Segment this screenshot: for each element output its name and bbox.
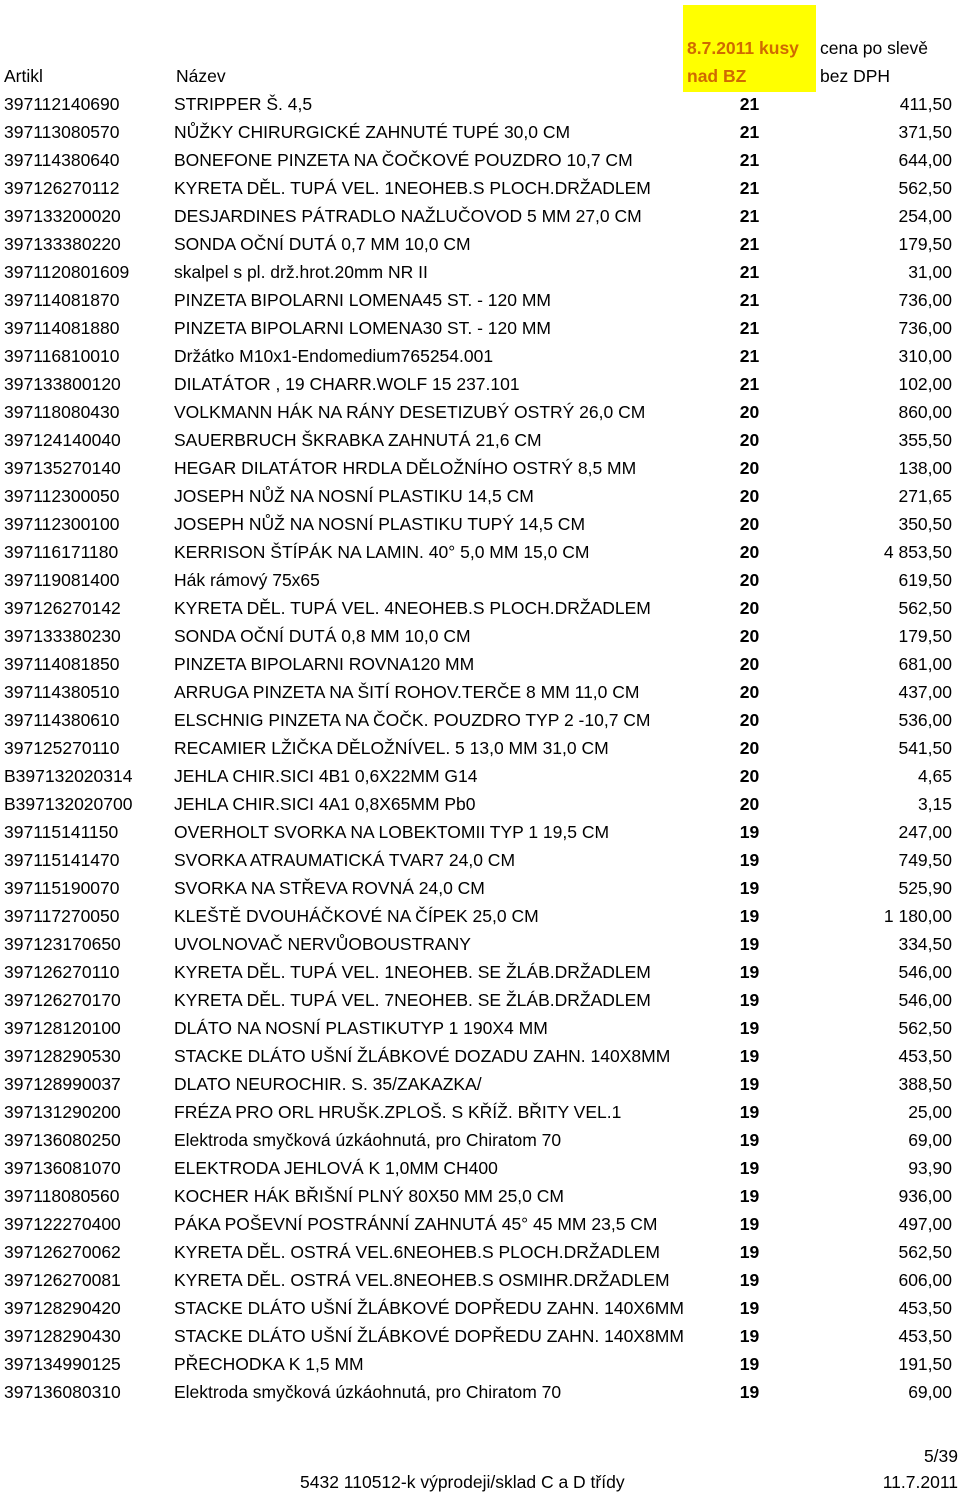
cell-nazev: PINZETA BIPOLARNI LOMENA45 ST. - 120 MM [174,290,552,310]
cell-nazev: DLATO NEUROCHIR. S. 35/ZAKAZKA/ [174,1074,482,1094]
cell-artikl: 397112300050 [4,486,120,506]
cell-kusy: 19 [739,906,760,926]
cell-cena: 247,00 [898,822,952,842]
table-row [0,622,960,650]
cell-artikl: 397126270062 [4,1242,121,1262]
cell-kusy: 21 [739,262,760,282]
cell-artikl: 397115141150 [4,822,119,842]
cell-artikl: 397126270112 [4,178,120,198]
cell-artikl: 397114380610 [4,710,120,730]
cell-kusy: 19 [739,1298,760,1318]
cell-artikl: 397128290530 [4,1046,121,1066]
cell-nazev: KERRISON ŠTÍPÁK NA LAMIN. 40° 5,0 MM 15,0 CM [174,542,590,562]
cell-nazev: KOCHER HÁK BŘIŠNÍ PLNÝ 80X50 MM 25,0 CM [174,1186,564,1206]
cell-nazev: KYRETA DĚL. TUPÁ VEL. 1NEOHEB.S PLOCH.DRŽADLEM [174,178,651,198]
cell-nazev: Hák rámový 75x65 [174,570,320,590]
cell-kusy: 19 [739,1214,760,1234]
cell-nazev: skalpel s pl. drž.hrot.20mm NR II [174,262,428,282]
cell-kusy: 20 [739,766,760,786]
cell-nazev: Elektroda smyčková úzkáohnutá, pro Chiratom 70 [174,1382,562,1402]
cell-cena: 93,90 [908,1158,952,1178]
header-artikl: Artikl [4,66,43,86]
cell-artikl: 397112140690 [4,94,120,114]
cell-nazev: PÁKA POŠEVNÍ POSTRÁNNÍ ZAHNUTÁ 45° 45 MM 23,5 CM [174,1214,658,1234]
cell-cena: 69,00 [908,1130,952,1150]
table-row [0,1014,960,1042]
cell-artikl: 397126270110 [4,962,120,982]
cell-nazev: PINZETA BIPOLARNI LOMENA30 ST. - 120 MM [174,318,552,338]
cell-kusy: 21 [739,290,760,310]
cell-cena: 179,50 [898,234,952,254]
cell-kusy: 19 [739,990,760,1010]
cell-kusy: 20 [739,570,760,590]
table-row [0,762,960,790]
table-row [0,1322,960,1350]
cell-nazev: Držátko M10x1-Endomedium765254.001 [174,346,494,366]
cell-artikl: B397132020314 [4,766,133,786]
cell-artikl: 397133200020 [4,206,121,226]
cell-artikl: 397133380230 [4,626,121,646]
table-row [0,426,960,454]
table-row [0,1266,960,1294]
cell-kusy: 20 [739,430,760,450]
cell-kusy: 20 [739,794,760,814]
cell-nazev: STRIPPER Š. 4,5 [174,94,313,114]
cell-artikl: 397116171180 [4,542,119,562]
header-cena-line1: cena po slevě [820,38,928,58]
product-table [0,90,960,1406]
cell-nazev: Elektroda smyčková úzkáohnutá, pro Chiratom 70 [174,1130,562,1150]
table-row [0,1238,960,1266]
cell-artikl: 397128120100 [4,1018,121,1038]
cell-kusy: 19 [739,1130,760,1150]
cell-kusy: 21 [739,206,760,226]
cell-artikl: 397113080570 [4,122,120,142]
cell-kusy: 21 [739,94,760,114]
cell-nazev: OVERHOLT SVORKA NA LOBEKTOMII TYP 1 19,5 CM [174,822,610,842]
cell-artikl: 397116810010 [4,346,120,366]
cell-nazev: PŘECHODKA K 1,5 MM [174,1354,364,1374]
cell-artikl: 397135270140 [4,458,121,478]
cell-nazev: ELSCHNIG PINZETA NA ČOČK. POUZDRO TYP 2 -10,7 CM [174,710,651,730]
table-row [0,202,960,230]
cell-nazev: DLÁTO NA NOSNÍ PLASTIKUTYP 1 190X4 MM [174,1018,548,1038]
cell-kusy: 21 [739,374,760,394]
cell-kusy: 21 [739,234,760,254]
table-row [0,1378,960,1406]
cell-artikl: 397136081070 [4,1158,121,1178]
cell-kusy: 20 [739,514,760,534]
cell-artikl: 397133380220 [4,234,121,254]
cell-cena: 254,00 [898,206,952,226]
cell-cena: 69,00 [908,1382,952,1402]
cell-nazev: FRÉZA PRO ORL HRUŠK.ZPLOŠ. S KŘÍŽ. BŘITY VEL.1 [174,1102,622,1122]
footer-document-name: 5432 110512-k výprodeji/sklad C a D třídy [300,1472,625,1492]
cell-artikl: 397117270050 [4,906,120,926]
cell-nazev: JEHLA CHIR.SICI 4A1 0,8X65MM Pb0 [174,794,476,814]
cell-kusy: 19 [739,1270,760,1290]
table-row [0,594,960,622]
table-row [0,286,960,314]
header-kusy-line1: 8.7.2011 kusy [687,38,799,58]
cell-artikl: 397136080310 [4,1382,121,1402]
cell-kusy: 19 [739,1158,760,1178]
table-row [0,370,960,398]
table-row [0,90,960,118]
cell-kusy: 20 [739,402,760,422]
cell-nazev: JOSEPH NŮŽ NA NOSNÍ PLASTIKU TUPÝ 14,5 CM [174,514,586,534]
cell-nazev: JEHLA CHIR.SICI 4B1 0,6X22MM G14 [174,766,478,786]
cell-cena: 736,00 [898,290,952,310]
cell-artikl: 397114081850 [4,654,120,674]
cell-kusy: 21 [739,178,760,198]
cell-cena: 4 853,50 [883,542,952,562]
cell-cena: 453,50 [898,1298,952,1318]
cell-artikl: B397132020700 [4,794,133,814]
cell-cena: 525,90 [898,878,952,898]
cell-artikl: 397125270110 [4,738,120,758]
table-row [0,258,960,286]
cell-artikl: 397112300100 [4,514,120,534]
cell-kusy: 21 [739,346,760,366]
cell-artikl: 397126270142 [4,598,121,618]
cell-kusy: 20 [739,598,760,618]
cell-kusy: 20 [739,486,760,506]
cell-nazev: HEGAR DILATÁTOR HRDLA DĚLOŽNÍHO OSTRÝ 8,5 MM [174,458,637,478]
table-row [0,482,960,510]
cell-artikl: 397114380640 [4,150,120,170]
cell-cena: 350,50 [898,514,952,534]
table-row [0,958,960,986]
footer-page-number: 5/39 [923,1446,958,1466]
cell-kusy: 19 [739,850,760,870]
cell-cena: 388,50 [898,1074,952,1094]
cell-cena: 606,00 [898,1270,952,1290]
cell-artikl: 397115141470 [4,850,120,870]
table-row [0,790,960,818]
table-row [0,678,960,706]
footer-date: 11.7.2011 [882,1472,958,1492]
cell-artikl: 397122270400 [4,1214,121,1234]
cell-artikl: 397133800120 [4,374,121,394]
cell-nazev: STACKE DLÁTO UŠNÍ ŽLÁBKOVÉ DOPŘEDU ZAHN. 140X8MM [174,1326,684,1346]
cell-kusy: 20 [739,738,760,758]
cell-cena: 936,00 [898,1186,952,1206]
cell-kusy: 20 [739,654,760,674]
cell-nazev: ELEKTRODA JEHLOVÁ K 1,0MM CH400 [174,1158,498,1178]
cell-kusy: 19 [739,1242,760,1262]
cell-cena: 31,00 [908,262,952,282]
cell-kusy: 19 [739,878,760,898]
cell-cena: 25,00 [908,1102,952,1122]
table-row [0,398,960,426]
cell-kusy: 19 [739,1046,760,1066]
cell-nazev: SONDA OČNÍ DUTÁ 0,7 MM 10,0 CM [174,234,471,254]
table-row [0,734,960,762]
cell-cena: 497,00 [898,1214,952,1234]
cell-cena: 562,50 [898,1242,952,1262]
cell-nazev: DILATÁTOR , 19 CHARR.WOLF 15 237.101 [174,374,520,394]
cell-cena: 562,50 [898,598,952,618]
table-row [0,986,960,1014]
header-kusy-line2: nad BZ [687,66,747,86]
cell-nazev: KYRETA DĚL. TUPÁ VEL. 1NEOHEB. SE ŽLÁB.DRŽADLEM [174,962,651,982]
table-row [0,902,960,930]
cell-cena: 3,15 [917,794,952,814]
table-row [0,314,960,342]
cell-artikl: 3971120801609 [4,262,130,282]
cell-kusy: 19 [739,1186,760,1206]
cell-cena: 562,50 [898,178,952,198]
cell-cena: 736,00 [898,318,952,338]
cell-kusy: 21 [739,122,760,142]
cell-cena: 179,50 [898,626,952,646]
cell-cena: 271,65 [898,486,952,506]
cell-cena: 355,50 [898,430,952,450]
table-row [0,1042,960,1070]
table-row [0,118,960,146]
cell-cena: 437,00 [898,682,952,702]
cell-nazev: SVORKA ATRAUMATICKÁ TVAR7 24,0 CM [174,850,516,870]
cell-kusy: 21 [739,150,760,170]
cell-artikl: 397126270081 [4,1270,121,1290]
cell-kusy: 20 [739,542,760,562]
cell-kusy: 19 [739,1102,760,1122]
cell-kusy: 19 [739,934,760,954]
table-row [0,1098,960,1126]
cell-artikl: 397128290430 [4,1326,121,1346]
table-row [0,230,960,258]
table-row [0,930,960,958]
table-row [0,342,960,370]
cell-artikl: 397114380510 [4,682,120,702]
cell-artikl: 397118080430 [4,402,120,422]
cell-kusy: 21 [739,318,760,338]
cell-cena: 102,00 [898,374,952,394]
cell-cena: 749,50 [898,850,952,870]
cell-cena: 4,65 [917,766,952,786]
cell-cena: 546,00 [898,990,952,1010]
cell-kusy: 19 [739,822,760,842]
cell-kusy: 19 [739,1354,760,1374]
cell-nazev: STACKE DLÁTO UŠNÍ ŽLÁBKOVÉ DOPŘEDU ZAHN. 140X6MM [174,1298,684,1318]
table-row [0,1126,960,1154]
cell-artikl: 397123170650 [4,934,121,954]
table-row [0,874,960,902]
cell-nazev: KLEŠTĚ DVOUHÁČKOVÉ NA ČÍPEK 25,0 CM [174,906,539,926]
cell-nazev: SVORKA NA STŘEVA ROVNÁ 24,0 CM [174,878,485,898]
table-row [0,1182,960,1210]
table-row [0,1210,960,1238]
cell-nazev: STACKE DLÁTO UŠNÍ ŽLÁBKOVÉ DOZADU ZAHN. 140X8MM [174,1046,671,1066]
cell-nazev: KYRETA DĚL. TUPÁ VEL. 7NEOHEB. SE ŽLÁB.DRŽADLEM [174,990,651,1010]
cell-nazev: NŮŽKY CHIRURGICKÉ ZAHNUTÉ TUPÉ 30,0 CM [174,122,571,142]
table-row [0,454,960,482]
table-row [0,1154,960,1182]
cell-artikl: 397115190070 [4,878,120,898]
cell-artikl: 397114081870 [4,290,120,310]
cell-cena: 371,50 [898,122,952,142]
cell-nazev: KYRETA DĚL. OSTRÁ VEL.6NEOHEB.S PLOCH.DRŽADLEM [174,1242,660,1262]
header-nazev: Název [176,66,226,86]
cell-cena: 681,00 [898,654,952,674]
cell-nazev: BONEFONE PINZETA NA ČOČKOVÉ POUZDRO 10,7 CM [174,150,633,170]
cell-artikl: 397134990125 [4,1354,121,1374]
cell-nazev: RECAMIER LŽIČKA DĚLOŽNÍVEL. 5 13,0 MM 31,0 CM [174,738,609,758]
cell-kusy: 20 [739,710,760,730]
cell-kusy: 19 [739,1018,760,1038]
cell-nazev: ARRUGA PINZETA NA ŠITÍ ROHOV.TERČE 8 MM 11,0 CM [174,682,640,702]
cell-cena: 546,00 [898,962,952,982]
cell-nazev: SAUERBRUCH ŠKRABKA ZAHNUTÁ 21,6 CM [174,430,542,450]
cell-cena: 536,00 [898,710,952,730]
table-row [0,1070,960,1098]
table-row [0,1350,960,1378]
cell-nazev: PINZETA BIPOLARNI ROVNA120 MM [174,654,475,674]
cell-cena: 310,00 [898,346,952,366]
table-row [0,566,960,594]
cell-cena: 334,50 [898,934,952,954]
cell-artikl: 397128290420 [4,1298,121,1318]
cell-nazev: SONDA OČNÍ DUTÁ 0,8 MM 10,0 CM [174,626,471,646]
table-row [0,1294,960,1322]
cell-artikl: 397131290200 [4,1102,121,1122]
cell-cena: 453,50 [898,1326,952,1346]
header-cena-line2: bez DPH [820,66,891,86]
cell-kusy: 19 [739,962,760,982]
cell-kusy: 19 [739,1326,760,1346]
cell-nazev: KYRETA DĚL. TUPÁ VEL. 4NEOHEB.S PLOCH.DRŽADLEM [174,598,651,618]
cell-cena: 138,00 [898,458,952,478]
cell-kusy: 20 [739,682,760,702]
table-row [0,650,960,678]
cell-nazev: UVOLNOVAČ NERVŮOBOUSTRANY [174,934,471,954]
cell-artikl: 397136080250 [4,1130,121,1150]
cell-nazev: KYRETA DĚL. OSTRÁ VEL.8NEOHEB.S OSMIHR.DRŽADLEM [174,1270,670,1290]
cell-cena: 1 180,00 [883,906,952,926]
table-row [0,538,960,566]
table-row [0,846,960,874]
cell-cena: 541,50 [898,738,952,758]
cell-cena: 619,50 [898,570,952,590]
cell-artikl: 397119081400 [4,570,120,590]
cell-cena: 191,50 [898,1354,952,1374]
table-row [0,174,960,202]
cell-cena: 453,50 [898,1046,952,1066]
cell-cena: 411,50 [899,94,952,114]
cell-cena: 860,00 [898,402,952,422]
cell-artikl: 397128990037 [4,1074,121,1094]
cell-artikl: 397118080560 [4,1186,120,1206]
cell-nazev: JOSEPH NŮŽ NA NOSNÍ PLASTIKU 14,5 CM [174,486,534,506]
cell-kusy: 19 [739,1382,760,1402]
cell-nazev: DESJARDINES PÁTRADLO NAŽLUČOVOD 5 MM 27,0 CM [174,206,642,226]
cell-kusy: 20 [739,626,760,646]
cell-nazev: VOLKMANN HÁK NA RÁNY DESETIZUBÝ OSTRÝ 26,0 CM [174,402,646,422]
cell-cena: 644,00 [898,150,952,170]
table-row [0,510,960,538]
cell-cena: 562,50 [898,1018,952,1038]
cell-artikl: 397126270170 [4,990,121,1010]
cell-kusy: 20 [739,458,760,478]
cell-artikl: 397114081880 [4,318,120,338]
table-row [0,818,960,846]
cell-kusy: 19 [739,1074,760,1094]
table-row [0,146,960,174]
cell-artikl: 397124140040 [4,430,121,450]
table-row [0,706,960,734]
